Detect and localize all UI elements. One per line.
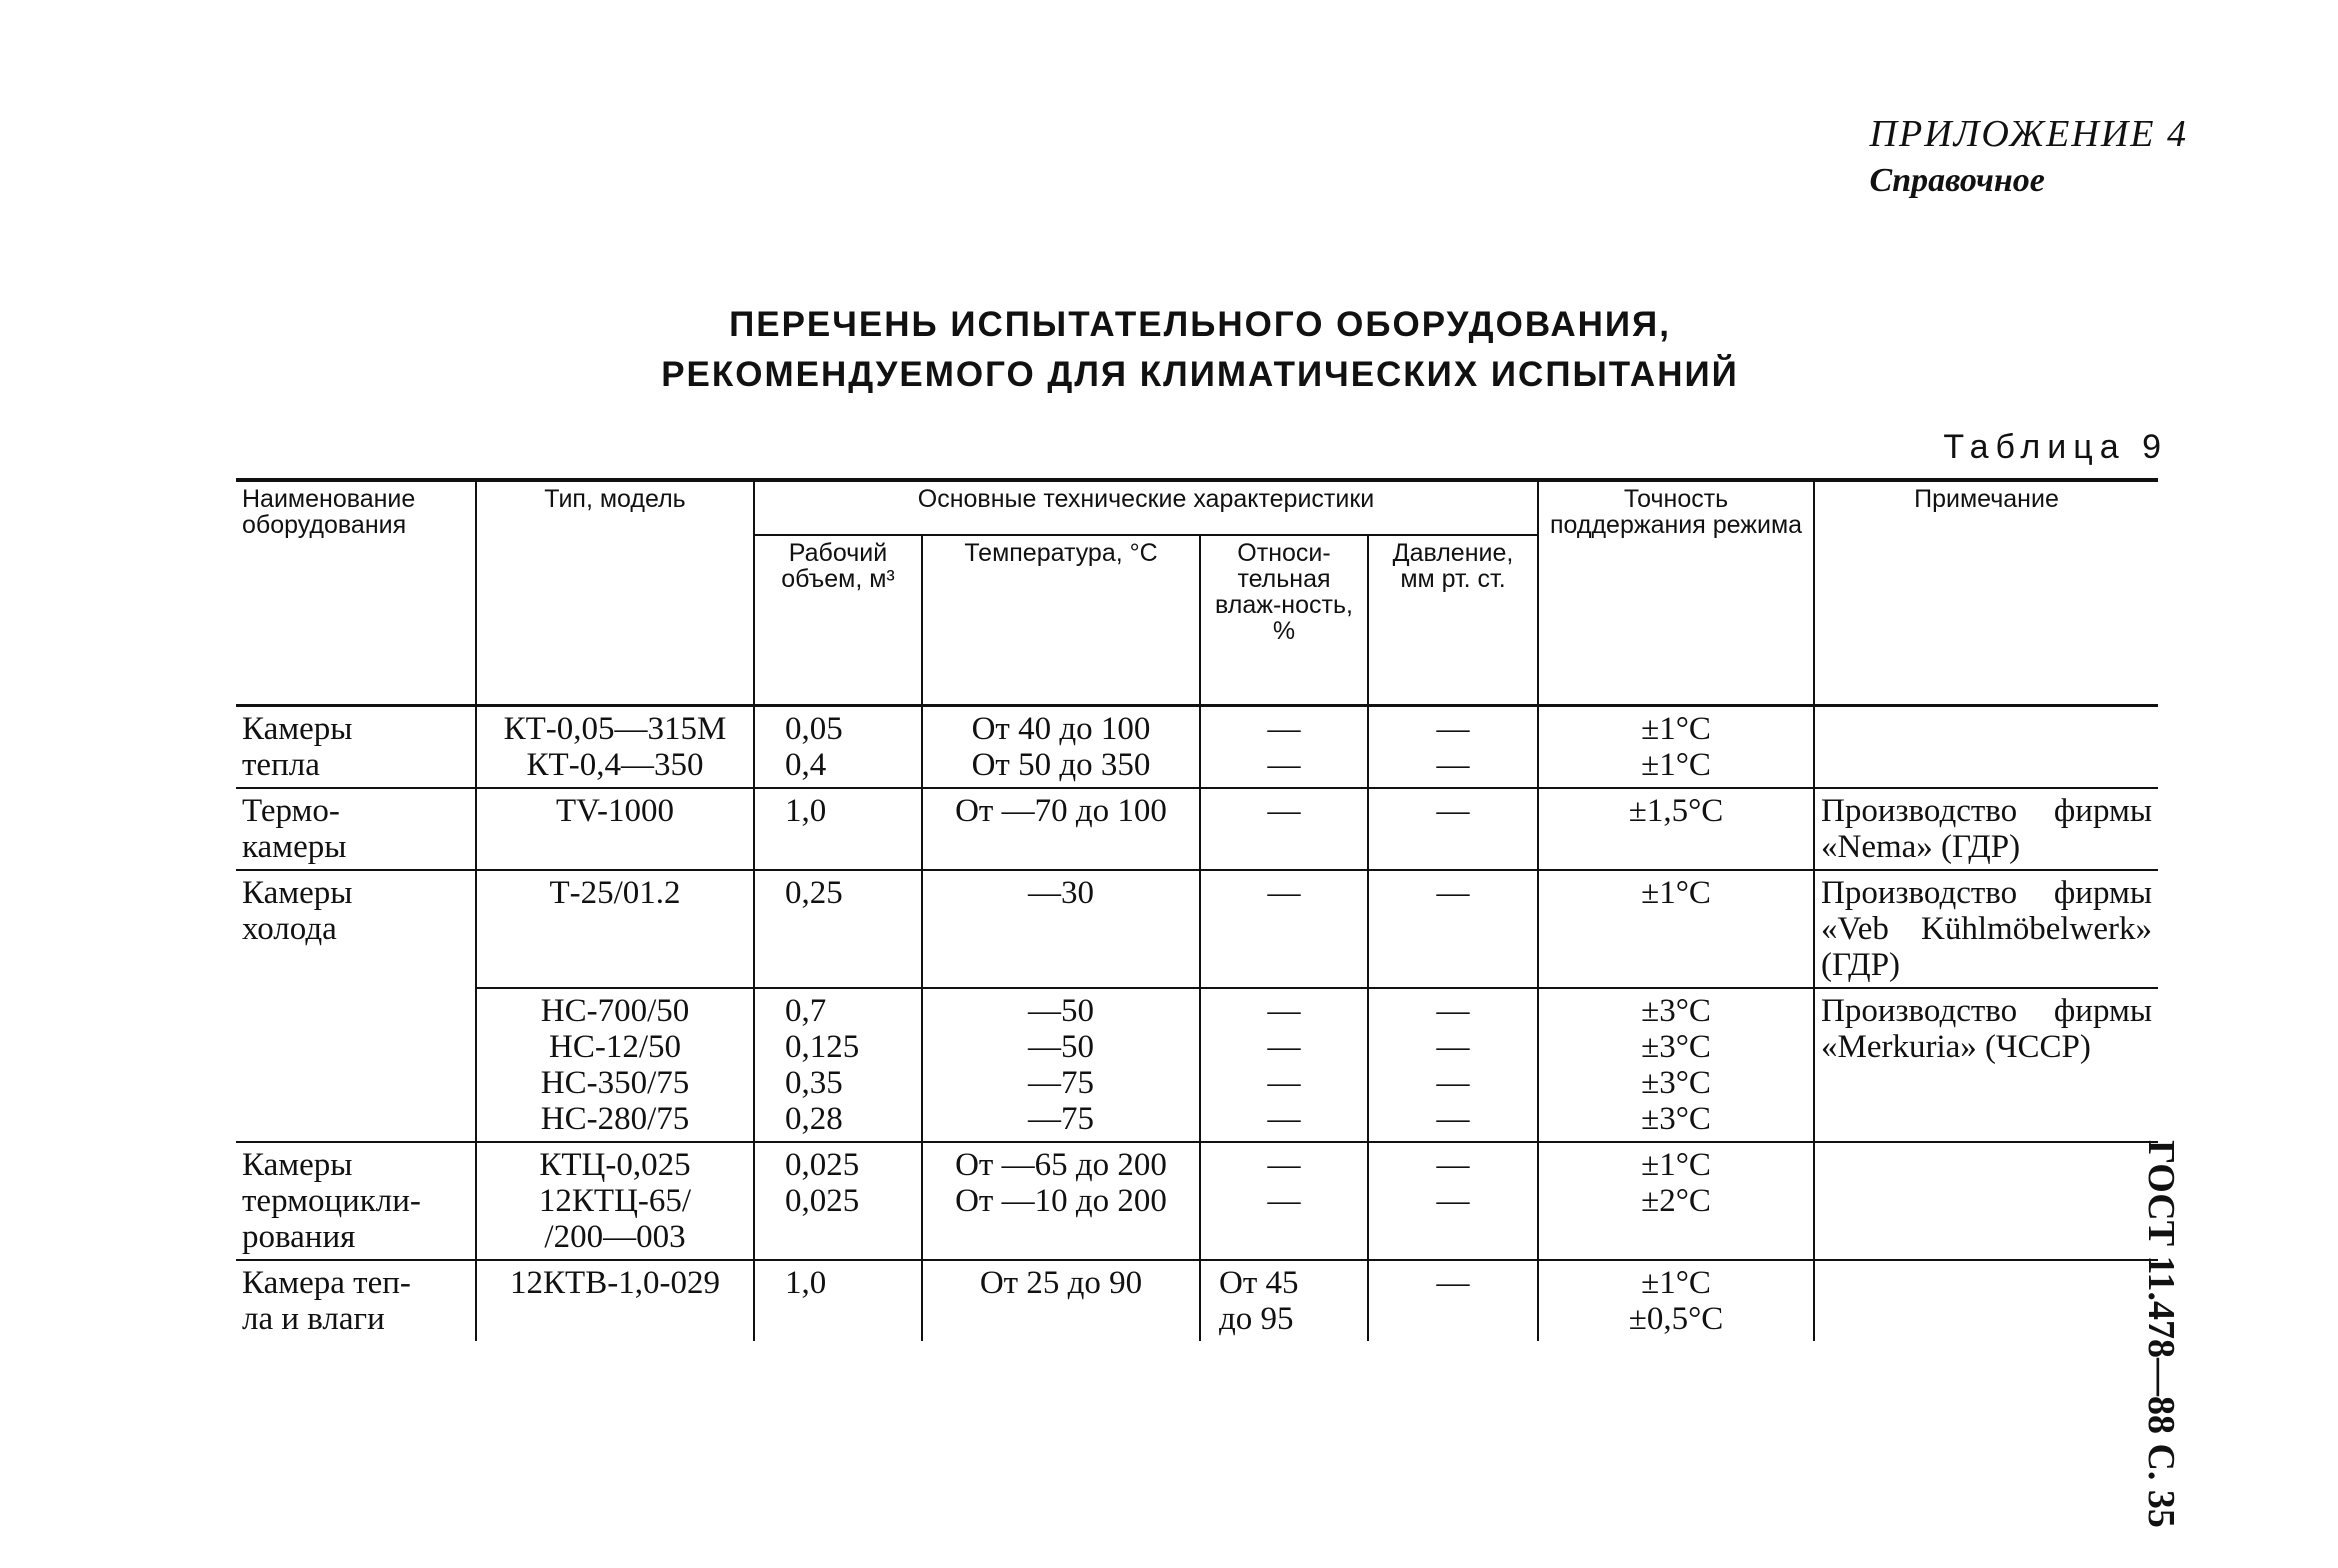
cell-volume [754,870,922,988]
humidity-line: — [1267,1182,1301,1219]
cell-accuracy [1538,1142,1814,1260]
header-accuracy: Точность поддержания режима [1538,480,1814,705]
name-line: ла и влаги [242,1300,385,1337]
accuracy-line: ±1°С [1641,710,1711,747]
cell-name [236,988,476,1142]
volume-line: 0,35 [785,1064,843,1101]
page-title [240,300,2160,400]
humidity-line: до 95 [1219,1300,1294,1337]
cell-note: Производство фирмы «Merkuria» (ЧССР) [1814,988,2158,1142]
cell-accuracy [1538,1260,1814,1341]
name-line: Камеры [242,1146,353,1183]
accuracy-line: ±3°С [1641,1064,1711,1101]
accuracy-line: ±1°С [1641,874,1711,911]
accuracy-line: ±3°С [1641,1028,1711,1065]
annex-kind: Справочное [1869,162,2045,199]
annex-number: ПРИЛОЖЕНИЕ 4 [1869,113,2188,155]
type-line: КТ-0,05—315М [503,710,727,747]
cell-name [236,788,476,870]
equipment-table [236,478,2158,1341]
type-line: /200—003 [544,1218,686,1255]
cell-note [1814,1260,2158,1341]
pressure-line: — [1436,1064,1470,1101]
humidity-line: — [1267,1100,1301,1137]
name-line: камеры [242,828,347,865]
pressure-line: — [1436,1100,1470,1137]
pressure-line: — [1436,1182,1470,1219]
humidity-line: — [1267,792,1301,829]
cell-temperature [922,705,1200,788]
cell-volume [754,705,922,788]
volume-line: 0,025 [785,1146,860,1183]
title-line: ПЕРЕЧЕНЬ ИСПЫТАТЕЛЬНОГО ОБОРУДОВАНИЯ, [729,305,1671,344]
type-line: КТЦ-0,025 [539,1146,691,1183]
name-line: холода [242,910,337,947]
humidity-line: От 45 [1219,1264,1299,1301]
name-line: Камера теп- [242,1264,411,1301]
pressure-line: — [1436,874,1470,911]
type-line: 12КТЦ-65/ [538,1182,692,1219]
cell-pressure [1368,1142,1538,1260]
table-number: Таблица 9 [1943,428,2168,466]
cell-type [476,705,754,788]
cell-humidity [1200,1142,1368,1260]
cell-note [1814,1142,2158,1260]
cell-pressure [1368,1260,1538,1341]
cell-pressure [1368,988,1538,1142]
cell-name [236,705,476,788]
table-row [236,988,2158,1142]
pressure-line: — [1436,1146,1470,1183]
name-line: рования [242,1218,356,1255]
volume-line: 1,0 [785,1264,827,1301]
volume-line: 1,0 [785,792,827,829]
volume-line: 0,28 [785,1100,843,1137]
humidity-line: — [1267,1146,1301,1183]
cell-note [1814,705,2158,788]
type-line: НС-280/75 [540,1100,690,1137]
title-line: РЕКОМЕНДУЕМОГО ДЛЯ КЛИМАТИЧЕСКИХ ИСПЫТАНИЙ [661,355,1739,394]
table-row [236,1142,2158,1260]
cell-name [236,1142,476,1260]
table-row [236,705,2158,788]
cell-humidity [1200,870,1368,988]
type-line: НС-350/75 [540,1064,690,1101]
volume-line: 0,7 [785,992,827,1029]
cell-type [476,988,754,1142]
humidity-line: — [1267,710,1301,747]
cell-name [236,1260,476,1341]
cell-type [476,788,754,870]
cell-humidity [1200,988,1368,1142]
header-temperature: Температура, °С [922,535,1200,705]
cell-name [236,870,476,988]
pressure-line: — [1436,746,1470,783]
pressure-line: — [1436,710,1470,747]
header-pressure: Давление, мм рт. ст. [1368,535,1538,705]
pressure-line: — [1436,1028,1470,1065]
humidity-line: — [1267,1028,1301,1065]
name-line: термоцикли- [242,1182,421,1219]
cell-type [476,1142,754,1260]
pressure-line: — [1436,992,1470,1029]
side-document-code: ГОСТ 11.478—88 С. 35 [2140,1140,2182,1528]
accuracy-line: ±3°С [1641,992,1711,1029]
cell-type [476,1260,754,1341]
cell-temperature [922,870,1200,988]
temperature-line: —50 [1028,1028,1094,1065]
accuracy-line: ±3°С [1641,1100,1711,1137]
header-humidity: Относи-тельная влаж-ность, % [1200,535,1368,705]
table-body [236,705,2158,1341]
temperature-line: —50 [1028,992,1094,1029]
pressure-line: — [1436,792,1470,829]
header-type: Тип, модель [476,480,754,705]
type-line: 12КТВ-1,0-029 [510,1264,720,1301]
temperature-line: —30 [1028,874,1094,911]
humidity-line: — [1267,992,1301,1029]
name-line: тепла [242,746,320,783]
type-line: Т-25/01.2 [549,874,681,911]
humidity-line: — [1267,1064,1301,1101]
cell-accuracy [1538,988,1814,1142]
header-note: Примечание [1814,480,2158,705]
temperature-line: От —70 до 100 [955,792,1167,829]
humidity-line: — [1267,874,1301,911]
cell-pressure [1368,705,1538,788]
cell-accuracy [1538,705,1814,788]
header-name: Наименование оборудования [236,480,476,705]
volume-line: 0,05 [785,710,843,747]
cell-volume [754,1142,922,1260]
type-line: КТ-0,4—350 [526,746,704,783]
table-row [236,870,2158,988]
humidity-line: — [1267,746,1301,783]
header-group: Основные технические характеристики [754,480,1538,535]
cell-note: Производство фирмы «Veb Kühlmöbelwerk» (ГДР) [1814,870,2158,988]
accuracy-line: ±2°С [1641,1182,1711,1219]
volume-line: 0,4 [785,746,827,783]
name-line: Камеры [242,874,353,911]
cell-temperature [922,1260,1200,1341]
cell-volume [754,788,922,870]
header-volume: Рабочий объем, м³ [754,535,922,705]
cell-pressure [1368,788,1538,870]
temperature-line: От —65 до 200 [955,1146,1167,1183]
type-line: НС-700/50 [540,992,690,1029]
cell-accuracy [1538,788,1814,870]
annex-heading [1870,112,2188,200]
temperature-line: От 25 до 90 [979,1264,1143,1301]
cell-note: Производство фирмы «Nema» (ГДР) [1814,788,2158,870]
cell-humidity [1200,705,1368,788]
cell-accuracy [1538,870,1814,988]
table-row [236,788,2158,870]
volume-line: 0,25 [785,874,843,911]
pressure-line: — [1436,1264,1470,1301]
type-line: НС-12/50 [549,1028,681,1065]
accuracy-line: ±1,5°С [1628,792,1724,829]
accuracy-line: ±1°С [1641,1264,1711,1301]
temperature-line: —75 [1028,1064,1094,1101]
name-line: Термо- [242,792,340,829]
type-line: TV-1000 [556,792,674,829]
cell-humidity [1200,1260,1368,1341]
cell-temperature [922,988,1200,1142]
name-line: Камеры [242,710,353,747]
cell-type [476,870,754,988]
cell-temperature [922,1142,1200,1260]
accuracy-line: ±1°С [1641,1146,1711,1183]
accuracy-line: ±0,5°С [1628,1300,1724,1337]
cell-volume [754,1260,922,1341]
temperature-line: От 40 до 100 [971,710,1151,747]
temperature-line: —75 [1028,1100,1094,1137]
accuracy-line: ±1°С [1641,746,1711,783]
cell-volume [754,988,922,1142]
cell-temperature [922,788,1200,870]
temperature-line: От 50 до 350 [971,746,1151,783]
cell-pressure [1368,870,1538,988]
volume-line: 0,025 [785,1182,860,1219]
table-row [236,1260,2158,1341]
volume-line: 0,125 [785,1028,860,1065]
temperature-line: От —10 до 200 [955,1182,1167,1219]
cell-humidity [1200,788,1368,870]
